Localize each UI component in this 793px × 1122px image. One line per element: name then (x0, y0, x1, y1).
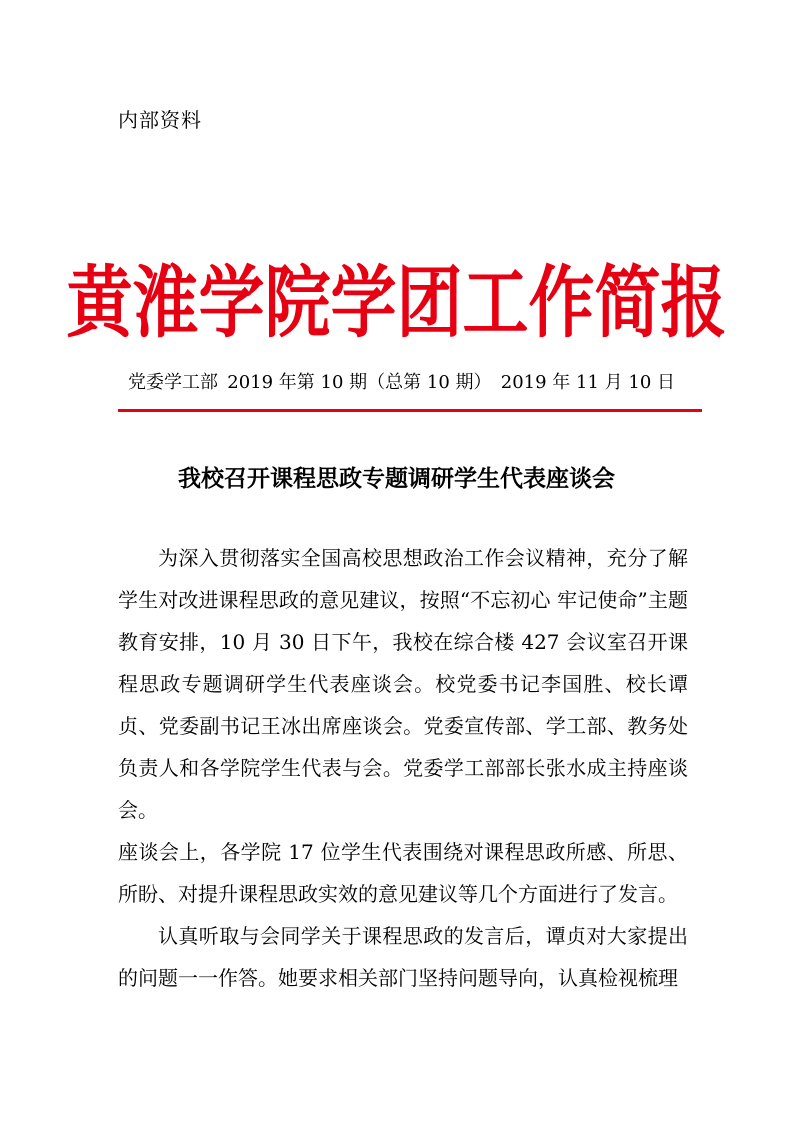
article-body (118, 537, 688, 999)
issue-line (128, 368, 675, 394)
article-title: 我校召开课程思政专题调研学生代表座谈会 (178, 465, 615, 492)
paragraph-2: 座谈会上，各学院 17 位学生代表围绕对课程思政所感、所思、所盼、对提升课程思政实效的意见建议等几个方面进行了发言。 (118, 840, 688, 906)
issue-date: 2019 年 11 月 10 日 (500, 372, 675, 393)
paragraph-1: 为深入贯彻落实全国高校思想政治工作会议精神，充分了解学生对改进课程思政的意见建议，按照“不忘初心 牢记使命”主题教育安排，10 月 30 日下午，我校在综合楼 427 会议室召开课程思政专题调研学生代表座谈会。校党委书记李国胜、校长谭贞、党委副书记王冰出席座谈会。党委宣传部、学工部、教务处负责人和各学院学生代表与会。党委学工部部长张水成主持座谈会。 (118, 546, 688, 822)
issuer: 党委学工部 (128, 372, 218, 393)
paragraph-3: 认真听取与会同学关于课程思政的发言后，谭贞对大家提出的问题一一作答。她要求相关部门坚持问题导向，认真检视梳理 (118, 924, 688, 990)
classification-label: 内部资料 (118, 108, 202, 132)
masthead-title: 黄淮学院学团工作简报 (66, 256, 727, 349)
issue-number: 2019 年第 10 期（总第 10 期） (227, 372, 492, 393)
red-divider (118, 409, 702, 412)
